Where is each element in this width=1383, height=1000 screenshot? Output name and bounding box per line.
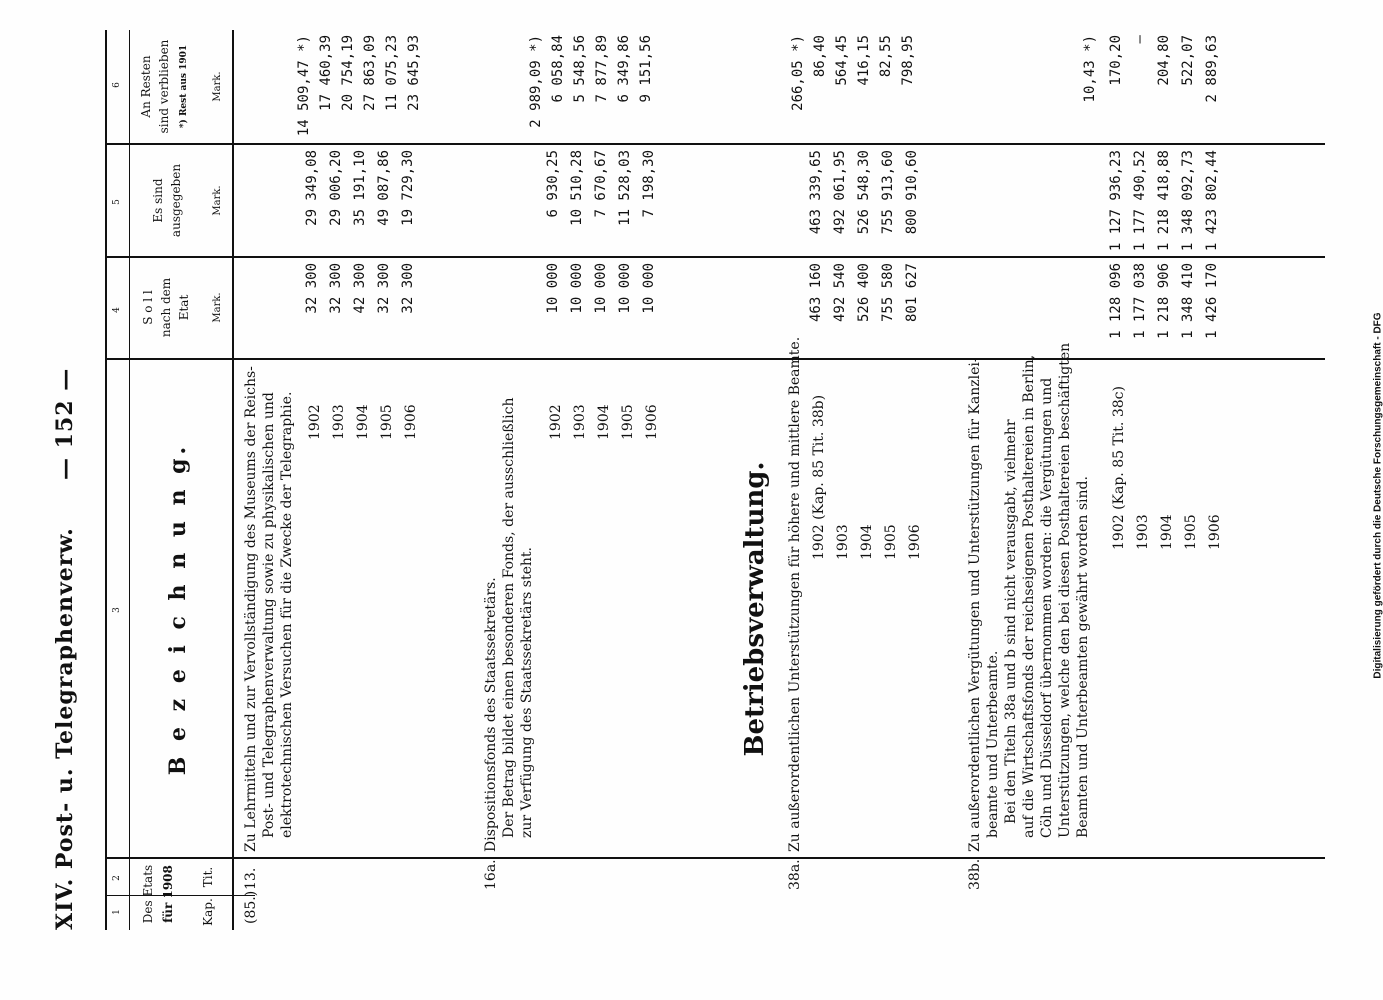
col4-header-line1: S o l l	[141, 290, 155, 325]
col4-divider	[105, 256, 1325, 258]
section1-ausg-1904: 35 191,10	[352, 150, 368, 226]
section4-ausg-1903: 1 177 490,52	[1132, 150, 1148, 252]
section2-ausg-1903: 10 510,28	[569, 150, 585, 226]
section1-soll-1906: 32 300	[400, 263, 416, 314]
section2-text-line1: Dispositionsfonds des Staatssekretärs.	[483, 577, 499, 852]
section4-text-line3: Bei den Titeln 38a und b sind nicht verausgabt, vielmehr	[1003, 419, 1019, 824]
section3-ausg-1902: 463 339,65	[808, 150, 824, 235]
section2-soll-1906: 10 000	[641, 263, 657, 314]
col5-unit: Mark.	[212, 185, 223, 216]
tit-header: Tit.	[201, 866, 215, 888]
col4-header-line3: Etat	[177, 294, 191, 321]
section2-rest-1906: 9 151,56	[638, 35, 654, 103]
section2-tit: 16a.	[483, 859, 499, 890]
section3-rest-1905: 82,55	[878, 35, 894, 78]
section1-year-1902: 1902	[307, 404, 323, 440]
section4-year-1905: 1905	[1183, 514, 1199, 550]
section3-soll-1905: 755 580	[880, 263, 896, 323]
section4-year-1902: 1902 (Kap. 85 Tit. 38c)	[1111, 386, 1127, 550]
section4-text-line1: Zu außerordentlichen Vergütungen und Unterstützungen für Kanzlei-	[967, 357, 983, 852]
section4-ausg-1904: 1 218 418,88	[1156, 150, 1172, 252]
section4-rest-1906: 2 889,63	[1204, 35, 1220, 103]
section1-year-1905: 1905	[379, 404, 395, 440]
dfg-side-note	[1368, 0, 1383, 1000]
section2-text-line2: Der Betrag bildet einen besonderen Fonds, der ausschließlich	[501, 397, 517, 838]
section1-rest-1904: 27 863,09	[362, 35, 378, 111]
page-number: — 152 —	[52, 367, 78, 480]
section4-rest-1903: —	[1132, 35, 1148, 44]
colnum-2: 2	[112, 875, 122, 881]
section1-ausg-1903: 29 006,20	[328, 150, 344, 226]
kap-header: Kap.	[201, 898, 215, 926]
col5-header-line2: ausgegeben	[169, 163, 183, 238]
section2-rest-1903: 5 548,56	[572, 35, 588, 103]
col2-divider	[105, 857, 1325, 859]
section2-soll-1903: 10 000	[569, 263, 585, 314]
section-heading-betriebsverwaltung: Betriebsverwaltung.	[740, 461, 770, 757]
section4-soll-1904: 1 218 906	[1156, 263, 1172, 339]
section3-ausg-1906: 800 910,60	[904, 150, 920, 235]
section3-soll-1904: 526 400	[856, 263, 872, 323]
section1-year-1906: 1906	[403, 404, 419, 440]
section1-ausg-1902: 29 349,08	[304, 150, 320, 226]
section4-soll-1906: 1 426 170	[1204, 263, 1220, 339]
section2-year-1902: 1902	[548, 404, 564, 440]
bezeichnung-header: B e z e i c h n u n g.	[165, 442, 191, 776]
section4-soll-1905: 1 348 410	[1180, 263, 1196, 339]
section1-text-line1: Zu Lehrmitteln und zur Vervollständigung des Museums der Reichs-	[243, 366, 259, 852]
section1-soll-1903: 32 300	[328, 263, 344, 314]
section1-text-line2: Post- und Telegraphenverwaltung sowie zu physikalischen und	[261, 392, 277, 838]
col12-header-line2: für 1908	[161, 865, 175, 923]
section1-tit: 13.	[243, 867, 259, 890]
col12-header-line1: Des Etats	[141, 864, 155, 924]
section1-rest-1902: 17 460,39	[318, 35, 334, 111]
section2-soll-1905: 10 000	[617, 263, 633, 314]
col6-unit: Mark.	[212, 71, 223, 102]
section1-text-line3: elektrotechnischen Versuchen für die Zwecke der Telegraphie.	[279, 391, 295, 838]
section3-rest-1903: 564,45	[834, 35, 850, 86]
section3-rest-1904: 416,15	[856, 35, 872, 86]
colnum-1: 1	[112, 909, 122, 915]
section3-ausg-1904: 526 548,30	[856, 150, 872, 235]
section3-soll-1903: 492 540	[832, 263, 848, 323]
colnum-6: 6	[112, 82, 122, 88]
section4-text-line4: auf die Wirtschaftsfonds der reichseigenen Posthaltereien in Berlin,	[1021, 354, 1037, 838]
section4-text-line2: beamte und Unterbeamte.	[985, 650, 1001, 838]
section1-ausg-1906: 19 729,30	[400, 150, 416, 226]
section2-ausg-1906: 7 198,30	[641, 150, 657, 218]
section2-year-1906: 1906	[644, 404, 660, 440]
header-bottom-rule	[232, 30, 234, 930]
section3-year-1903: 1903	[835, 524, 851, 560]
section3-soll-1902: 463 160	[808, 263, 824, 323]
section2-year-1904: 1904	[596, 404, 612, 440]
table-top-rule	[105, 30, 107, 930]
section3-year-1902: 1902 (Kap. 85 Tit. 38b)	[811, 394, 827, 560]
section1-soll-1904: 42 300	[352, 263, 368, 314]
section2-rest-1905: 6 349,86	[616, 35, 632, 103]
col3-divider	[105, 358, 1325, 360]
section1-year-1904: 1904	[355, 404, 371, 440]
col4-unit: Mark.	[212, 292, 223, 323]
section2-ausg-1902: 6 930,25	[545, 150, 561, 218]
section2-soll-1902: 10 000	[545, 263, 561, 314]
section1-soll-1902: 32 300	[304, 263, 320, 314]
section2-soll-1904: 10 000	[593, 263, 609, 314]
section2-ausg-1905: 11 528,03	[617, 150, 633, 226]
section3-year-1905: 1905	[883, 524, 899, 560]
section2-year-1905: 1905	[620, 404, 636, 440]
col6-header-line1: An Resten	[139, 55, 153, 118]
section4-ausg-1902: 1 127 936,23	[1108, 150, 1124, 252]
section3-rest-1906: 798,95	[900, 35, 916, 86]
section2-rest-1904: 7 877,89	[594, 35, 610, 103]
section4-text-line7: Beamten und Unterbeamten gewährt worden sind.	[1075, 476, 1091, 838]
section4-ausg-1906: 1 423 802,44	[1204, 150, 1220, 252]
section4-year-1903: 1903	[1135, 514, 1151, 550]
section4-tit: 38b.	[967, 858, 983, 890]
section2-year-1903: 1903	[572, 404, 588, 440]
section4-rest-1905: 522,07	[1180, 35, 1196, 86]
col5-divider	[105, 143, 1325, 145]
section4-rest-1904: 204,80	[1156, 35, 1172, 86]
section3-text-line1: Zu außerordentlichen Unterstützungen für höhere und mittlere Beamte.	[787, 336, 803, 852]
section4-rest-1901: 10,43 *)	[1082, 35, 1098, 103]
dfg-side-note-text: Digitalisierung gefördert durch die Deutsche Forschungsgemeinschaft - DFG	[1372, 312, 1383, 679]
section2-ausg-1904: 7 670,67	[593, 150, 609, 218]
section3-rest-1901: 266,05 *)	[790, 35, 806, 111]
section4-year-1904: 1904	[1159, 514, 1175, 550]
section4-ausg-1905: 1 348 092,73	[1180, 150, 1196, 252]
section4-rest-1902: 170,20	[1108, 35, 1124, 86]
section1-rest-1903: 20 754,19	[340, 35, 356, 111]
section4-soll-1902: 1 128 096	[1108, 263, 1124, 339]
section1-rest-1906: 23 645,93	[406, 35, 422, 111]
section3-soll-1906: 801 627	[904, 263, 920, 323]
kap-tit-divider	[105, 895, 255, 896]
section3-tit: 38a.	[787, 859, 803, 890]
section1-rest-1905: 11 075,23	[384, 35, 400, 111]
section3-year-1904: 1904	[859, 524, 875, 560]
colnum-4: 4	[112, 307, 122, 313]
section4-text-line5: Cöln und Düsseldorf übernommen worden: die Vergütungen und	[1039, 377, 1055, 838]
section1-kap: (85.)	[243, 890, 259, 924]
section2-rest-1902: 6 058,84	[550, 35, 566, 103]
section3-rest-1902: 86,40	[812, 35, 828, 78]
section2-text-line3: zur Verfügung des Staatssekretärs steht.	[519, 547, 535, 838]
col5-header-line1: Es sind	[151, 178, 165, 223]
col4-header-line2: nach dem	[159, 277, 173, 338]
colnum-5: 5	[112, 199, 122, 205]
section1-rest-1901: 14 509,47 *)	[296, 35, 312, 137]
section4-text-line6: Unterstützungen, welche den bei diesen Posthaltereien beschäftigten	[1057, 342, 1073, 838]
colnum-rule	[129, 30, 130, 930]
section3-ausg-1905: 755 913,60	[880, 150, 896, 235]
section1-soll-1905: 32 300	[376, 263, 392, 314]
section1-ausg-1905: 49 087,86	[376, 150, 392, 226]
section1-year-1903: 1903	[331, 404, 347, 440]
section2-rest-1901: 2 989,09 *)	[528, 35, 544, 128]
section4-year-1906: 1906	[1207, 514, 1223, 550]
colnum-3: 3	[112, 607, 122, 613]
section3-year-1906: 1906	[907, 524, 923, 560]
running-title: XIV. Post- u. Telegraphenverw.	[52, 527, 78, 930]
col6-header-line2: sind verblieben	[157, 39, 171, 134]
section4-soll-1903: 1 177 038	[1132, 263, 1148, 339]
col6-header-note: *) Rest aus 1901	[179, 44, 189, 129]
section3-ausg-1903: 492 061,95	[832, 150, 848, 235]
